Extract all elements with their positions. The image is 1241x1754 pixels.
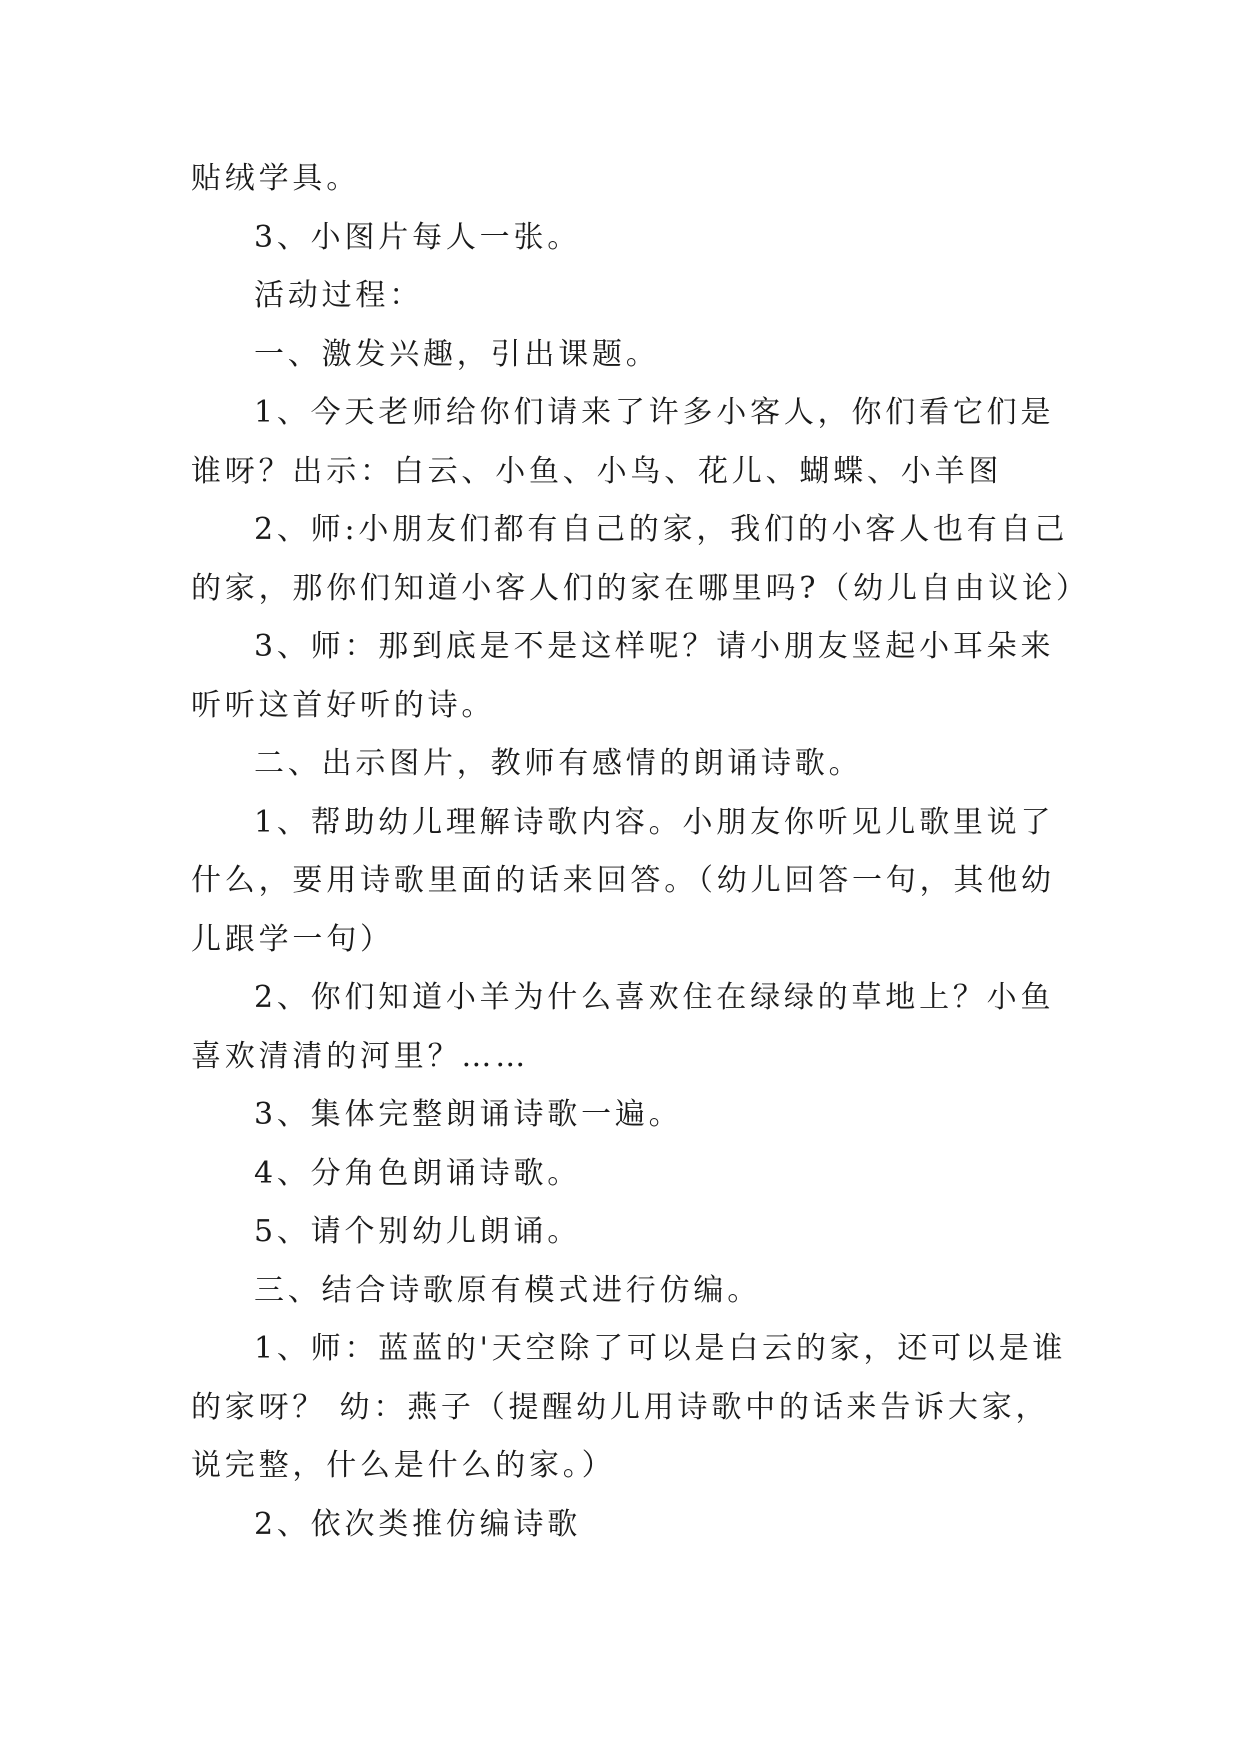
text-line: 的家，那你们知道小客人们的家在哪里吗?（幼儿自由议论） [191, 570, 1090, 606]
text-line: 什么，要用诗歌里面的话来回答。（幼儿回答一句，其他幼 [191, 863, 1055, 898]
text-line: 的家呀？ 幼：燕子（提醒幼儿用诗歌中的话来告诉大家， [191, 1389, 1050, 1425]
section-heading: 活动过程： [254, 278, 423, 313]
text-line: 3、师：那到底是不是这样呢？请小朋友竖起小耳朵来 [254, 629, 1055, 664]
text-line: 5、请个别幼儿朗诵。 [254, 1214, 582, 1249]
section-heading: 一、激发兴趣，引出课题。 [254, 336, 660, 372]
section-heading: 二、出示图片，教师有感情的朗诵诗歌。 [254, 746, 863, 781]
text-line: 2、师:小朋友们都有自己的家，我们的小客人也有自己 [254, 512, 1069, 547]
text-line: 喜欢清清的河里？…… [191, 1038, 529, 1074]
text-line: 2、依次类推仿编诗歌 [254, 1506, 582, 1542]
text-line: 4、分角色朗诵诗歌。 [254, 1155, 582, 1191]
text-line: 1、师：蓝蓝的'天空除了可以是白云的家，还可以是谁 [254, 1331, 1067, 1366]
text-line: 谁呀？出示：白云、小鱼、小鸟、花儿、蝴蝶、小羊图 [191, 453, 1003, 489]
text-line: 说完整，什么是什么的家。） [191, 1448, 616, 1483]
text-line: 1、今天老师给你们请来了许多小客人，你们看它们是 [254, 395, 1055, 430]
document-body [191, 150, 1090, 1554]
section-heading: 三、结合诗歌原有模式进行仿编。 [254, 1272, 761, 1308]
text-line: 3、集体完整朗诵诗歌一遍。 [254, 1097, 683, 1132]
text-line: 儿跟学一句） [191, 921, 394, 957]
text-line: 听听这首好听的诗。 [191, 687, 496, 723]
text-line: 3、小图片每人一张。 [254, 219, 582, 255]
text-line: 贴绒学具。 [191, 161, 360, 196]
text-line: 2、你们知道小羊为什么喜欢住在绿绿的草地上？小鱼 [254, 980, 1055, 1015]
text-line: 1、帮助幼儿理解诗歌内容。小朋友你听见儿歌里说了 [254, 804, 1055, 840]
